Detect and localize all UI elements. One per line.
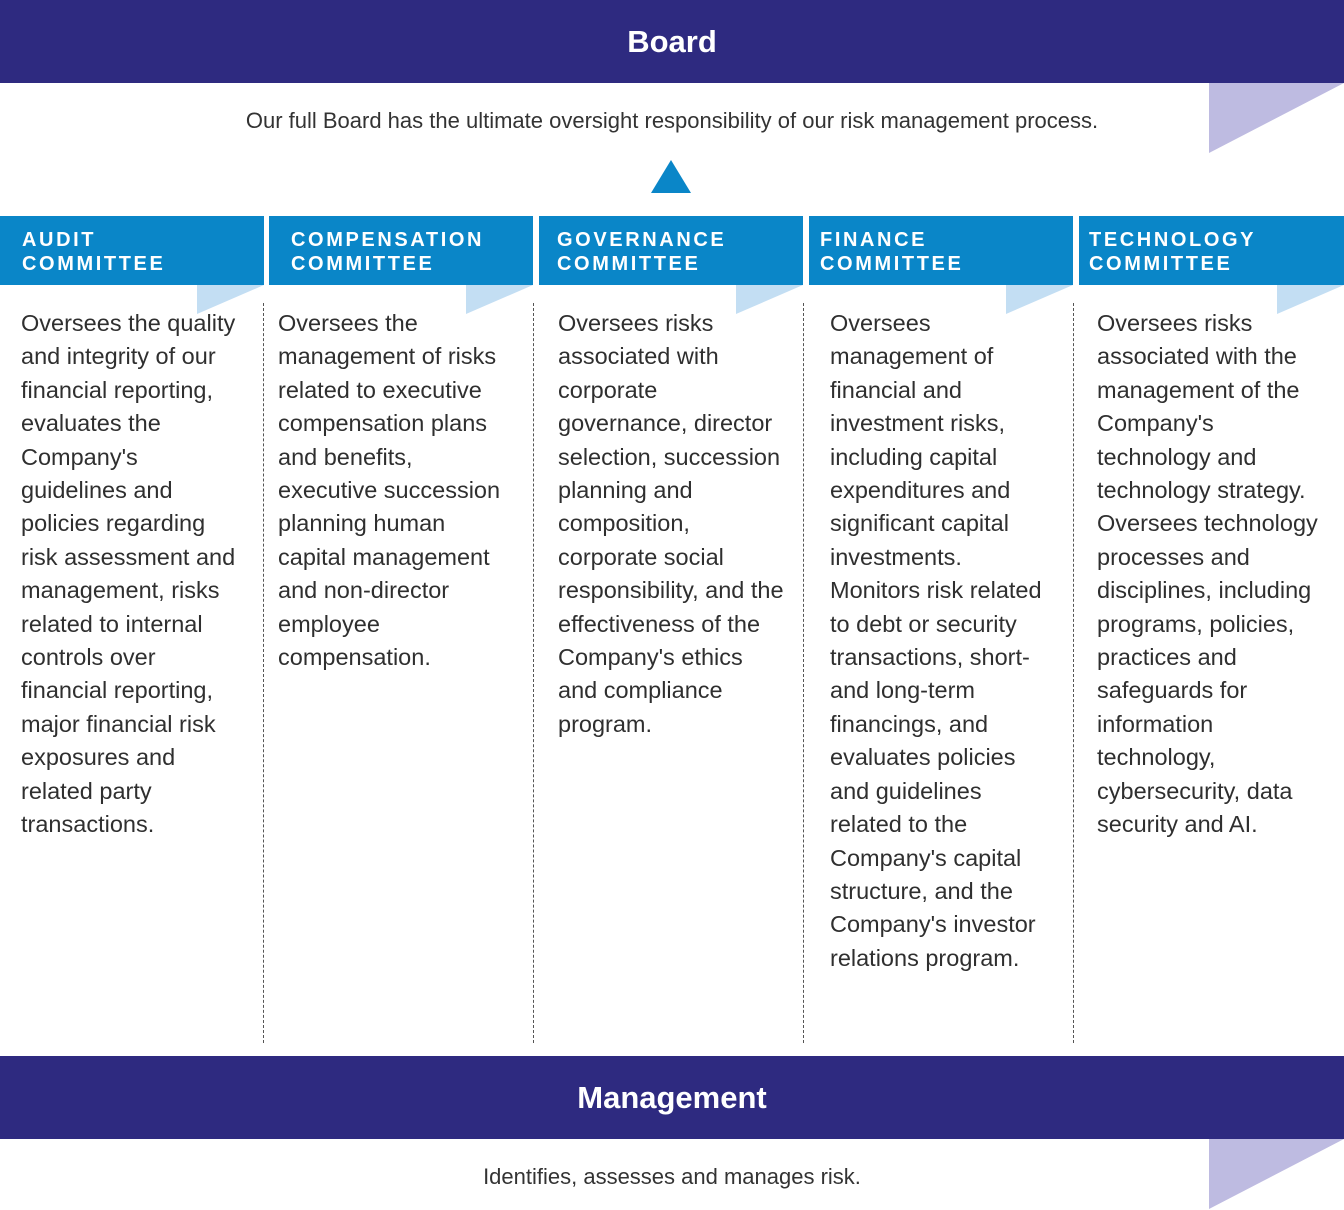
committee-governance-name-line1: GOVERNANCE — [557, 229, 727, 251]
committee-finance-header — [809, 216, 1073, 285]
column-divider — [263, 303, 264, 1043]
management-description: Identifies, assesses and manages risk. — [483, 1164, 861, 1189]
committee-compensation — [269, 216, 533, 674]
committee-finance-name-line1: FINANCE — [820, 229, 928, 251]
committee-finance — [809, 216, 1073, 975]
committee-governance-header — [539, 216, 803, 285]
up-arrow-icon — [651, 160, 691, 193]
column-divider — [533, 303, 534, 1043]
board-header — [0, 0, 1344, 83]
column-divider — [803, 303, 804, 1043]
committee-compensation-name-line1: COMPENSATION — [291, 229, 485, 251]
committee-compensation-description: Oversees the management of risks related to executive compensation plans and benefits, executive succession planning human capital management and non-director employee compensation. — [278, 310, 501, 671]
board-description: Our full Board has the ultimate oversight responsibility of our risk management process. — [245, 108, 1099, 133]
committee-technology-tab-decoration — [1277, 285, 1344, 314]
management-title: Management — [577, 1079, 767, 1115]
committee-finance-name-line2: COMMITTEE — [820, 253, 964, 275]
committee-compensation-header — [269, 216, 533, 285]
committee-technology-header — [1079, 216, 1344, 285]
committee-technology — [1079, 216, 1344, 842]
committee-governance-name-line2: COMMITTEE — [557, 253, 701, 275]
committee-technology-name-line1: TECHNOLOGY — [1089, 229, 1257, 251]
committee-governance-description: Oversees risks associated with corporate governance, director selection, succession planning and composition, corporate social responsibility, and the effectiveness of the Company's ethics and compliance program. — [558, 310, 784, 737]
committee-finance-tab-decoration — [1006, 285, 1073, 314]
management-header — [0, 1056, 1344, 1139]
committee-technology-name-line2: COMMITTEE — [1089, 253, 1233, 275]
committee-governance — [539, 216, 803, 741]
committee-finance-description: Oversees management of financial and investment risks, including capital expenditures and significant capital investments. Monitors risk related to debt or security transactions, short- and long-term financings, and evaluates policies and guidelines related to the Company's capital structure, and the Company's investor relations program. — [830, 310, 1042, 971]
column-divider — [1073, 303, 1074, 1043]
board-title: Board — [627, 23, 717, 59]
committee-audit-tab-decoration — [197, 285, 264, 314]
committee-audit-description: Oversees the quality and integrity of our financial reporting, evaluates the Company's guidelines and policies regarding risk assessment and management, risks related to internal controls over financial reporting, major financial risk exposures and related party transactions. — [21, 310, 236, 838]
committee-audit-name-line1: AUDIT — [22, 229, 97, 251]
committee-governance-tab-decoration — [736, 285, 803, 314]
committee-audit — [0, 216, 264, 842]
committee-technology-description: Oversees risks associated with the management of the Company's technology and technology strategy. Oversees technology processes and disciplines, including programs, policies, practices and safeguards for information technology, cybersecurity, data security and AI. — [1097, 310, 1318, 838]
committee-compensation-name-line2: COMMITTEE — [291, 253, 435, 275]
committee-audit-name-line2: COMMITTEE — [22, 253, 166, 275]
committee-compensation-tab-decoration — [466, 285, 533, 314]
committee-audit-header — [0, 216, 264, 285]
